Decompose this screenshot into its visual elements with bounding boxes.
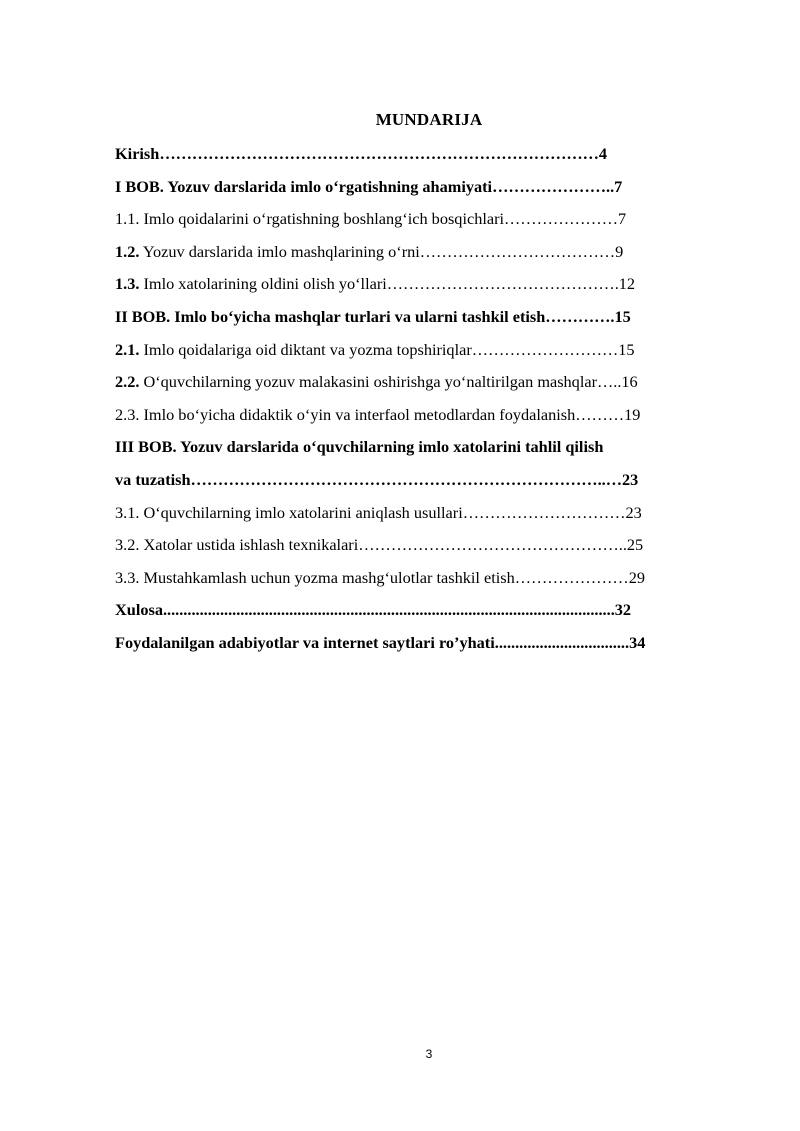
toc-entry-text: 3.3. Mustahkamlash uchun yozma mashg‘ulotlar tashkil etish…………………29: [115, 567, 645, 587]
toc-entry-number: 1.2.: [115, 241, 140, 261]
toc-entry-text: III BOB. Yozuv darslarida o‘quvchilarning imlo xatolarini tahlil qilish: [115, 437, 604, 457]
toc-entry-number: 2.2.: [115, 372, 140, 392]
toc-entry-text: 2.3. Imlo bo‘yicha didaktik o‘yin va interfaol metodlardan foydalanish………19: [115, 404, 641, 424]
toc-entry-chapter-2: [115, 301, 725, 334]
toc-entry-3-2: [115, 529, 725, 562]
toc-entry-chapter-1: [115, 171, 725, 204]
toc-title: MUNDARIJA: [375, 110, 483, 129]
toc-entry-text: O‘quvchilarning yozuv malakasini oshirishga yo‘naltirilgan mashqlar…..16: [139, 372, 638, 392]
toc-entry-2-1: [115, 334, 725, 367]
toc-entry-text: I BOB. Yozuv darslarida imlo o‘rgatishning ahamiyati…………………..7: [115, 176, 623, 196]
toc-entry-references: [115, 627, 725, 660]
toc-entry-text: 3.2. Xatolar ustida ishlash texnikalari…………………………………………..25: [115, 535, 644, 555]
toc-entry-number: 1.3.: [115, 274, 140, 294]
toc-entry-1-1: [115, 203, 725, 236]
toc-entry-chapter-3: [115, 431, 725, 464]
toc-entry-3-3: [115, 562, 725, 595]
toc-entry-1-3: [115, 268, 725, 301]
toc-entry-2-2: [115, 366, 725, 399]
toc-entry-conclusion: [115, 594, 725, 627]
toc-entry-introduction: [115, 138, 725, 171]
toc-entry-text: Foydalanilgan adabiyotlar va internet saytlari ro’yhati.................................34: [115, 632, 646, 652]
toc-entry-chapter-3-continued: [115, 464, 725, 497]
table-of-contents: [115, 138, 725, 660]
toc-entry-text: Kirish………………………………………………………………………4: [115, 144, 608, 163]
toc-entry-number: 2.1.: [115, 339, 140, 359]
toc-entry-1-2: [115, 236, 725, 269]
toc-entry-text: Yozuv darslarida imlo mashqlarining o‘rni………………………………9: [139, 241, 624, 261]
toc-entry-text: 1.1. Imlo qoidalarini o‘rgatishning boshlang‘ich bosqichlari…………………7: [115, 209, 627, 229]
page-number: 3: [425, 1047, 433, 1061]
toc-entry-3-1: [115, 497, 725, 530]
toc-entry-text: va tuzatish…………………………………………………………………..…23: [115, 469, 639, 489]
toc-entry-2-3: [115, 399, 725, 432]
toc-entry-text: Imlo xatolarining oldini olish yo‘llari…………………………………….12: [139, 274, 636, 294]
toc-entry-text: II BOB. Imlo bo‘yicha mashqlar turlari va ularni tashkil etish………….15: [115, 306, 631, 326]
toc-entry-text: Imlo qoidalariga oid diktant va yozma topshiriqlar………………………15: [139, 339, 635, 359]
toc-entry-text: Xulosa...............................................................................................................32: [115, 600, 632, 620]
toc-entry-text: 3.1. O‘quvchilarning imlo xatolarini aniqlash usullari…………………………23: [115, 502, 642, 522]
